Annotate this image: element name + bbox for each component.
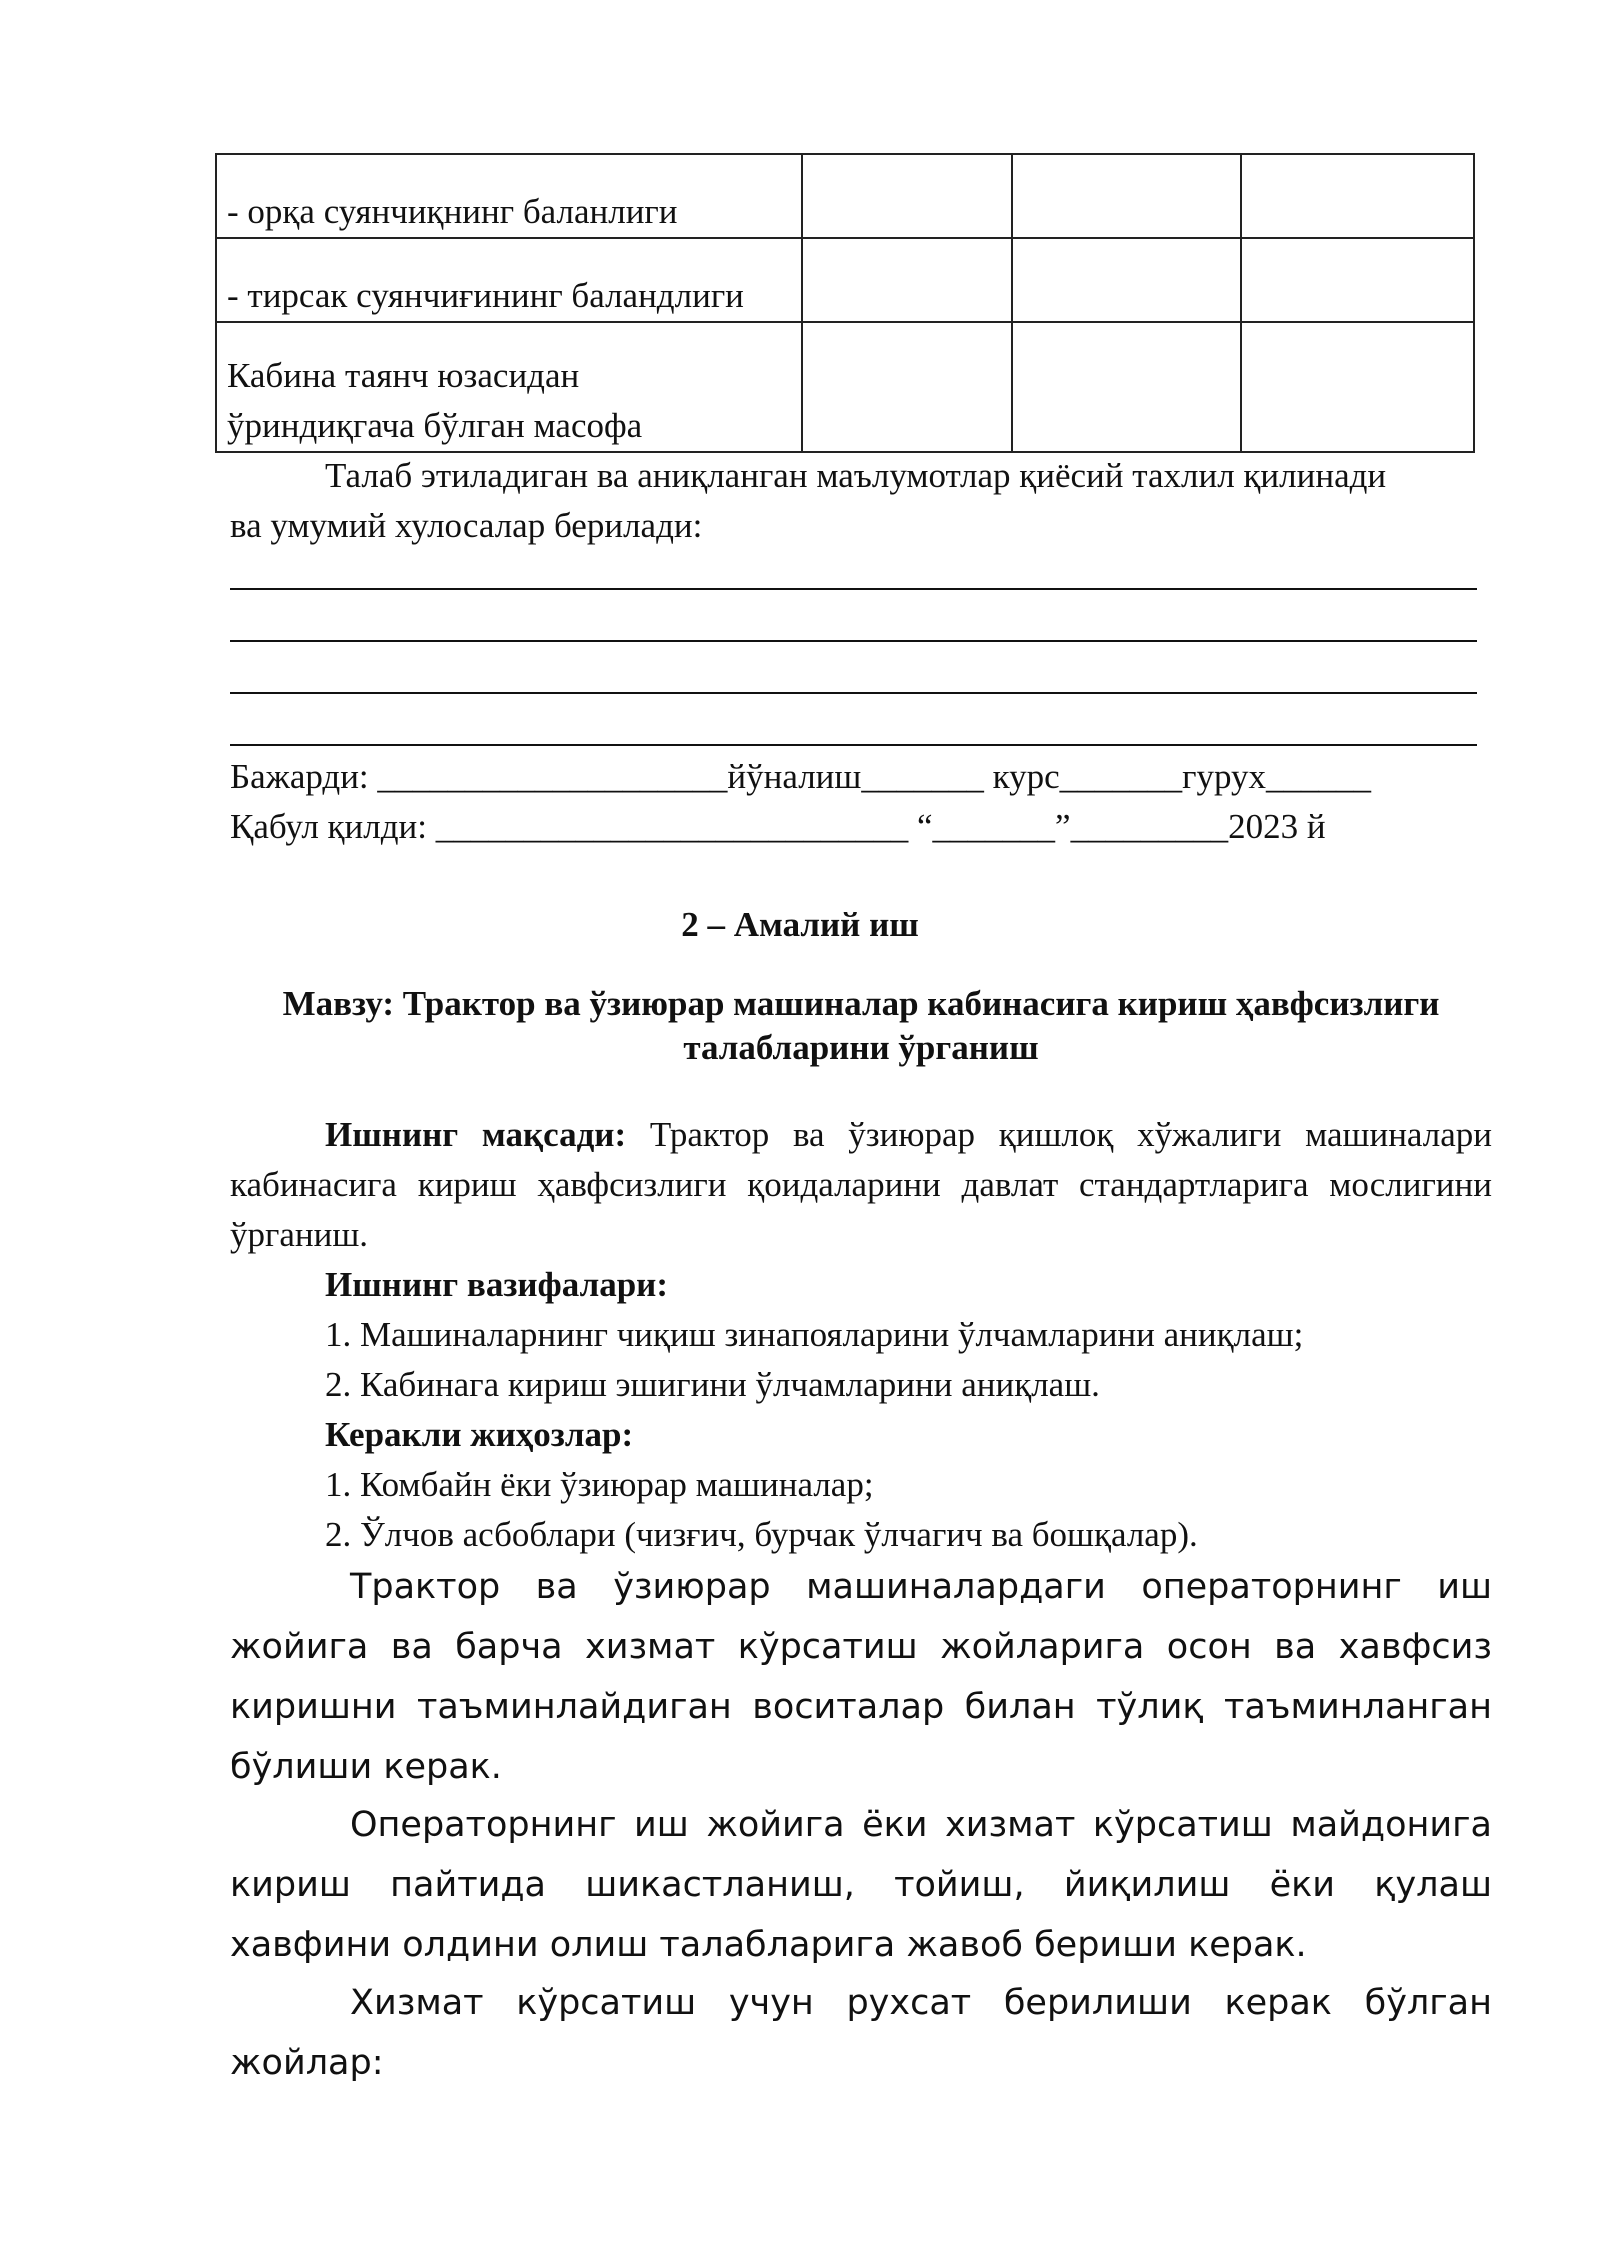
equipment-item: 2. Ўлчов асбоблари (чизғич, бурчак ўлчагич ва бошқалар). [325, 1515, 1198, 1554]
done-by-line: Бажарди: ____________________йўналиш_______ курс_______гурух______ [230, 757, 1372, 796]
table-cell [802, 154, 1012, 238]
topic-line: Мавзу: Трактор ва ўзиюрар машиналар кабинасига кириш ҳавфсизлиги [282, 984, 1440, 1023]
table-cell-label [216, 238, 802, 322]
table-cell [802, 238, 1012, 322]
table-cell [1241, 238, 1474, 322]
table-row [216, 322, 1474, 452]
paragraph-text: Операторнинг иш жойига ёки хизмат кўрсатиш майдонига кириш пайтида шикастланиш, тойиш, йиқилиш ёки қулаш хавфини олдини олиш талабларига жавоб бериши керак. [230, 1805, 1492, 1965]
answer-line [230, 640, 1477, 642]
measurements-table [215, 153, 1475, 453]
task-item: 1. Машиналарнинг чиқиш зинапояларини ўлчамларини аниқлаш; [325, 1315, 1304, 1354]
paragraph-text: Трактор ва ўзиюрар машиналардаги операторнинг иш жойига ва барча хизмат кўрсатиш жойларига осон ва хавфсиз киришни таъминлайдиган воситалар билан тўлиқ таъминланган бўлиши керак. [230, 1567, 1492, 1787]
analysis-text-line: Талаб этиладиган ва аниқланган маълумотлар қиёсий тахлил қилинади [325, 456, 1387, 495]
work-title: 2 – Амалий иш [681, 905, 919, 944]
topic-line: талабларини ўрганиш [683, 1028, 1039, 1067]
table-cell [1241, 322, 1474, 452]
equipment-label: Керакли жиҳозлар: [325, 1415, 634, 1454]
body-paragraph [230, 1973, 1492, 2093]
table-cell-label [216, 322, 802, 452]
goal-text: Трактор ва ўзиюрар қишлоқ хўжалиги машиналари кабинасига кириш ҳавфсизлиги қоидаларини давлат стандартларига мослигини ўрганиш. [230, 1115, 1493, 1254]
table-cell [1241, 154, 1474, 238]
body-paragraph [230, 1795, 1492, 1975]
answer-line [230, 744, 1477, 746]
table-cell [1012, 238, 1242, 322]
analysis-text-line: ва умумий хулосалар берилади: [230, 506, 703, 545]
equipment-item: 1. Комбайн ёки ўзиюрар машиналар; [325, 1465, 874, 1504]
table-row [216, 238, 1474, 322]
row-label-line: ўриндиқгача бўлган масофа [227, 406, 643, 445]
task-item: 2. Кабинага кириш эшигини ўлчамларини аниқлаш. [325, 1365, 1100, 1404]
answer-line [230, 588, 1477, 590]
table-cell [1012, 154, 1242, 238]
row-label: - тирсак суянчиғининг баландлиги [227, 276, 744, 315]
row-label: - орқа суянчиқнинг баланлиги [227, 192, 678, 231]
table-cell [802, 322, 1012, 452]
accepted-by-line: Қабул қилди: ___________________________ “_______”_________2023 й [230, 807, 1326, 846]
body-paragraph [230, 1557, 1492, 1797]
answer-line [230, 692, 1477, 694]
goal-label: Ишнинг мақсади: [325, 1115, 627, 1154]
table-cell-label [216, 154, 802, 238]
table-row [216, 154, 1474, 238]
work-topic [230, 982, 1492, 1070]
table-cell [1012, 322, 1242, 452]
goal-paragraph [230, 1110, 1492, 1260]
tasks-label: Ишнинг вазифалари: [325, 1265, 668, 1304]
paragraph-text: Хизмат кўрсатиш учун рухсат берилиши керак бўлган жойлар: [230, 1983, 1492, 2083]
row-label-line: Кабина таянч юзасидан [227, 356, 580, 395]
